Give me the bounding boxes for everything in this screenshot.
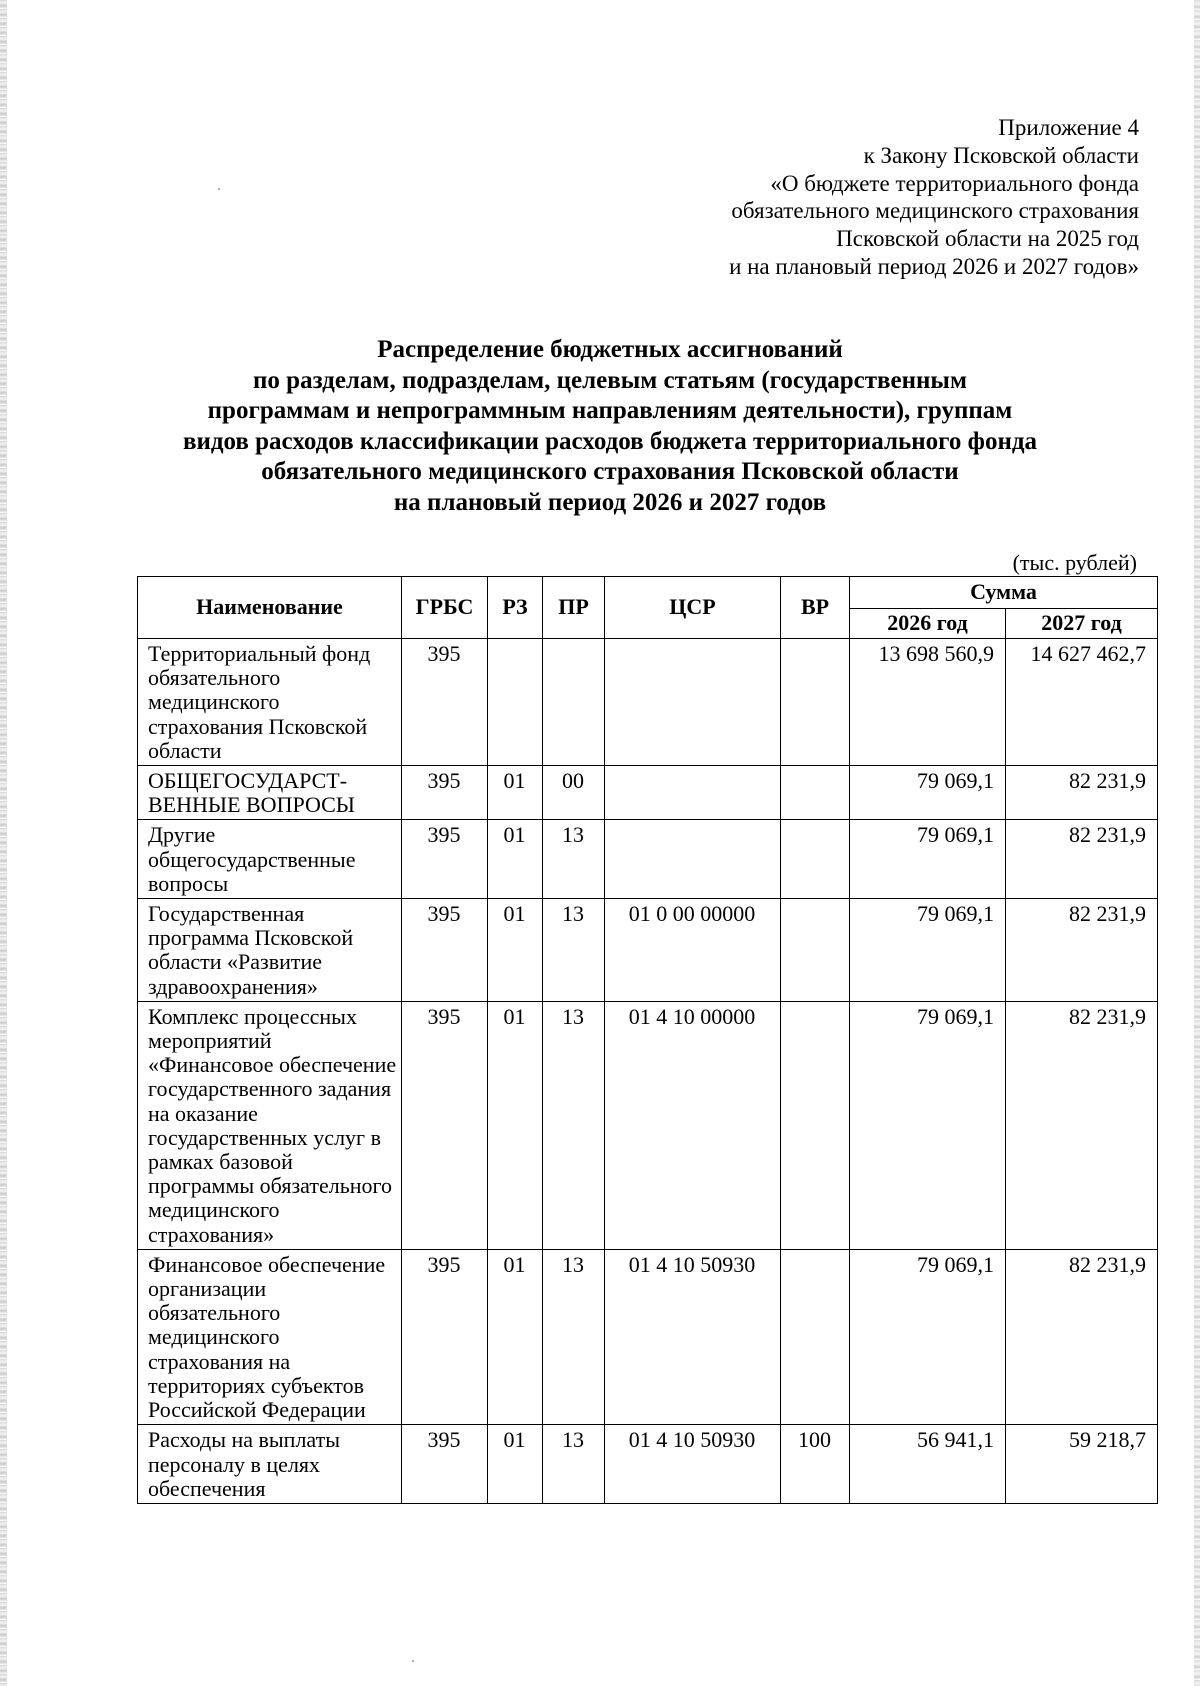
row-rz: 01 <box>488 1249 543 1424</box>
row-csr <box>605 820 781 899</box>
row-sum-2026: 79 069,1 <box>850 1001 1006 1249</box>
title-line: по разделам, подразделам, целевым статьям (государственным <box>253 366 967 394</box>
table-row <box>138 766 1158 820</box>
row-sum-2026: 79 069,1 <box>850 899 1006 1002</box>
row-vr <box>781 1001 850 1249</box>
row-rz: 01 <box>488 820 543 899</box>
col-header-pr: ПР <box>543 577 605 639</box>
budget-table <box>137 576 1158 1504</box>
row-name: Финансовое обеспечение организации обязательного медицинского страхования на территориях субъектов Российской Федерации <box>138 1249 402 1424</box>
row-pr: 13 <box>543 1001 605 1249</box>
annex-line: Псковской области на 2025 год <box>836 226 1139 252</box>
header-row <box>138 577 1158 609</box>
row-name: Государственная программа Псковской области «Развитие здравоохранения» <box>138 899 402 1002</box>
row-rz: 01 <box>488 1001 543 1249</box>
row-grbs: 395 <box>402 766 488 820</box>
row-csr: 01 4 10 00000 <box>605 1001 781 1249</box>
row-sum-2027: 82 231,9 <box>1006 899 1158 1002</box>
row-pr: 13 <box>543 899 605 1002</box>
col-header-sum: Сумма <box>850 577 1158 609</box>
scan-speck <box>412 1660 414 1662</box>
annex-line: Приложение 4 <box>998 115 1139 140</box>
row-pr: 13 <box>543 1425 605 1504</box>
document-title <box>120 335 1100 518</box>
row-csr <box>605 766 781 820</box>
col-header-rz: РЗ <box>488 577 543 639</box>
row-rz: 01 <box>488 766 543 820</box>
row-csr: 01 4 10 50930 <box>605 1249 781 1424</box>
scan-edge-left <box>0 0 7 1686</box>
col-header-2027: 2027 год <box>1006 609 1158 639</box>
row-grbs: 395 <box>402 1001 488 1249</box>
table-row <box>138 639 1158 766</box>
row-vr <box>781 820 850 899</box>
row-vr <box>781 1249 850 1424</box>
table-row <box>138 820 1158 899</box>
annex-line: к Закону Псковской области <box>863 142 1139 168</box>
row-rz <box>488 639 543 766</box>
row-sum-2026: 13 698 560,9 <box>850 639 1006 766</box>
annex-line: и на плановый период 2026 и 2027 годов» <box>729 253 1139 279</box>
row-pr <box>543 639 605 766</box>
col-header-grbs: ГРБС <box>402 577 488 639</box>
row-csr: 01 4 10 50930 <box>605 1425 781 1504</box>
title-line: на плановый период 2026 и 2027 годов <box>393 488 827 516</box>
col-header-vr: ВР <box>781 577 850 639</box>
row-grbs: 395 <box>402 639 488 766</box>
row-grbs: 395 <box>402 1249 488 1424</box>
row-csr: 01 0 00 00000 <box>605 899 781 1002</box>
table-row <box>138 1425 1158 1504</box>
annex-block <box>579 114 1139 281</box>
table-row <box>138 1001 1158 1249</box>
row-grbs: 395 <box>402 1425 488 1504</box>
row-vr <box>781 899 850 1002</box>
table-row <box>138 1249 1158 1424</box>
row-name: Комплекс процессных мероприятий «Финансовое обеспечение государственного задания на оказание государственных услуг в рамках базовой программы обязательного медицинского страхования» <box>138 1001 402 1249</box>
row-csr <box>605 639 781 766</box>
row-pr: 13 <box>543 820 605 899</box>
scan-edge-right <box>1194 0 1200 1686</box>
title-line: программам и непрограммным направлениям деятельности), группам <box>207 397 1013 424</box>
row-sum-2027: 59 218,7 <box>1006 1425 1158 1504</box>
row-sum-2026: 79 069,1 <box>850 820 1006 899</box>
row-vr: 100 <box>781 1425 850 1504</box>
row-vr <box>781 639 850 766</box>
row-name: Территориальный фонд обязательного медицинского страхования Псковской области <box>138 639 402 766</box>
units-label: (тыс. рублей) <box>1012 550 1137 575</box>
row-sum-2027: 82 231,9 <box>1006 820 1158 899</box>
row-rz: 01 <box>488 1425 543 1504</box>
row-sum-2026: 79 069,1 <box>850 766 1006 820</box>
row-name: Расходы на выплаты персоналу в целях обеспечения <box>138 1425 402 1504</box>
row-sum-2026: 79 069,1 <box>850 1249 1006 1424</box>
row-sum-2027: 82 231,9 <box>1006 1249 1158 1424</box>
annex-line: обязательного медицинского страхования <box>731 198 1139 224</box>
row-grbs: 395 <box>402 899 488 1002</box>
scan-speck <box>218 188 220 190</box>
row-pr: 13 <box>543 1249 605 1424</box>
title-line: Распределение бюджетных ассигнований <box>377 336 843 363</box>
row-vr <box>781 766 850 820</box>
annex-line: «О бюджете территориального фонда <box>770 170 1139 196</box>
col-header-name: Наименование <box>138 577 402 639</box>
row-pr: 00 <box>543 766 605 820</box>
row-name: Другие общегосударственные вопросы <box>138 820 402 899</box>
row-grbs: 395 <box>402 820 488 899</box>
row-sum-2026: 56 941,1 <box>850 1425 1006 1504</box>
col-header-2026: 2026 год <box>850 609 1006 639</box>
row-sum-2027: 82 231,9 <box>1006 1001 1158 1249</box>
title-line: обязательного медицинского страхования Псковской области <box>261 458 959 485</box>
title-line: видов расходов классификации расходов бюджета территориального фонда <box>182 427 1038 455</box>
table-row <box>138 899 1158 1002</box>
row-sum-2027: 82 231,9 <box>1006 766 1158 820</box>
row-rz: 01 <box>488 899 543 1002</box>
col-header-csr: ЦСР <box>605 577 781 639</box>
row-name: ОБЩЕГОСУДАРСТ-ВЕННЫЕ ВОПРОСЫ <box>138 766 402 820</box>
row-sum-2027: 14 627 462,7 <box>1006 639 1158 766</box>
